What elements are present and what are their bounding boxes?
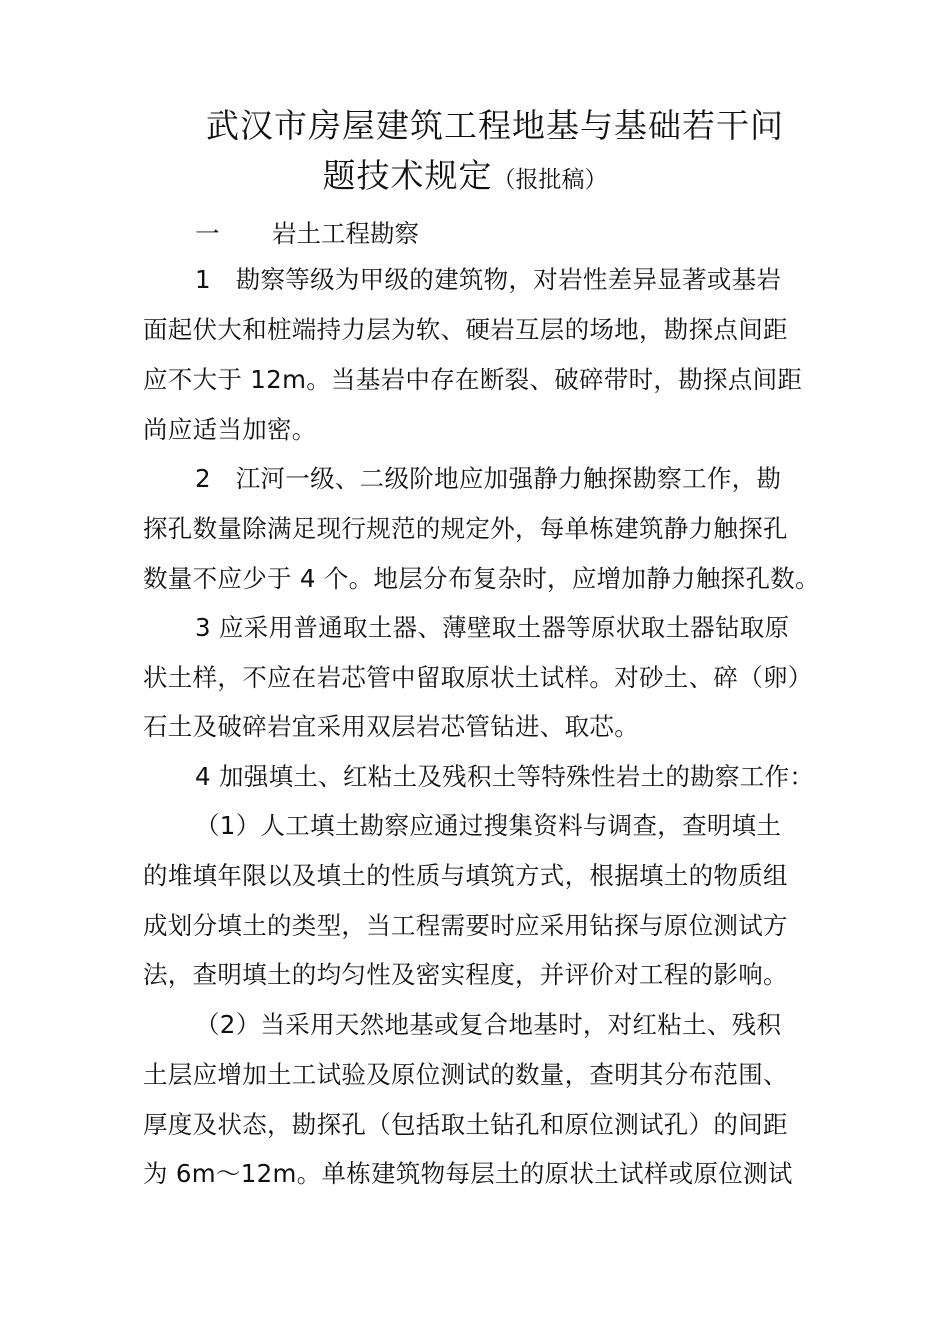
- paragraph-line: （2）当采用天然地基或复合地基时，对红粘土、残积: [195, 1010, 782, 1039]
- document-title-suffix: （报批稿）: [492, 167, 608, 193]
- document-title-line1: 武汉市房屋建筑工程地基与基础若干问: [206, 106, 784, 145]
- paragraph-line: 面起伏大和桩端持力层为软、硬岩互层的场地，勘探点间距: [143, 315, 788, 344]
- section-title: 岩土工程勘察: [272, 219, 419, 248]
- paragraph-line: 应不大于 12m。当基岩中存在断裂、破碎带时，勘探点间距: [143, 365, 803, 394]
- paragraph-line: 土层应增加土工试验及原位测试的数量，查明其分布范围、: [143, 1060, 788, 1089]
- paragraph-line: 厚度及状态，勘探孔（包括取土钻孔和原位测试孔）的间距: [143, 1110, 788, 1139]
- document-title-main: 题技术规定: [322, 156, 493, 195]
- paragraph-line: 成划分填土的类型，当工程需要时应采用钻探与原位测试方: [143, 911, 788, 940]
- section-number: 一: [195, 219, 220, 248]
- paragraph-line: 的堆填年限以及填土的性质与填筑方式，根据填土的物质组: [143, 861, 788, 890]
- paragraph-line: 法，查明填土的均匀性及密实程度，并评价对工程的影响。: [143, 960, 788, 989]
- paragraph-line: 为 6m～12m。单栋建筑物每层土的原状土试样或原位测试: [143, 1159, 793, 1188]
- paragraph-line: 数量不应少于 4 个。地层分布复杂时，应增加静力触探孔数。: [143, 564, 820, 593]
- paragraph-line: 2 江河一级、二级阶地应加强静力触探勘察工作，勘: [195, 464, 782, 493]
- document-title-line2: [0, 156, 940, 200]
- paragraph-line: （1）人工填土勘察应通过搜集资料与调查，查明填土: [195, 811, 782, 840]
- paragraph-line: 3 应采用普通取土器、薄壁取土器等原状取土器钻取原: [195, 613, 790, 642]
- paragraph-line: 1 勘察等级为甲级的建筑物，对岩性差异显著或基岩: [195, 265, 782, 294]
- paragraph-line: 石土及破碎岩宜采用双层岩芯管钻进、取芯。: [143, 712, 639, 741]
- paragraph-line: 尚应适当加密。: [143, 415, 317, 444]
- paragraph-line: 状土样，不应在岩芯管中留取原状土试样。对砂土、碎（卵）: [143, 663, 813, 692]
- paragraph-line: 4 加强填土、红粘土及残积土等特殊性岩土的勘察工作：: [195, 762, 815, 791]
- paragraph-line: 探孔数量除满足现行规范的规定外，每单栋建筑静力触探孔: [143, 514, 788, 543]
